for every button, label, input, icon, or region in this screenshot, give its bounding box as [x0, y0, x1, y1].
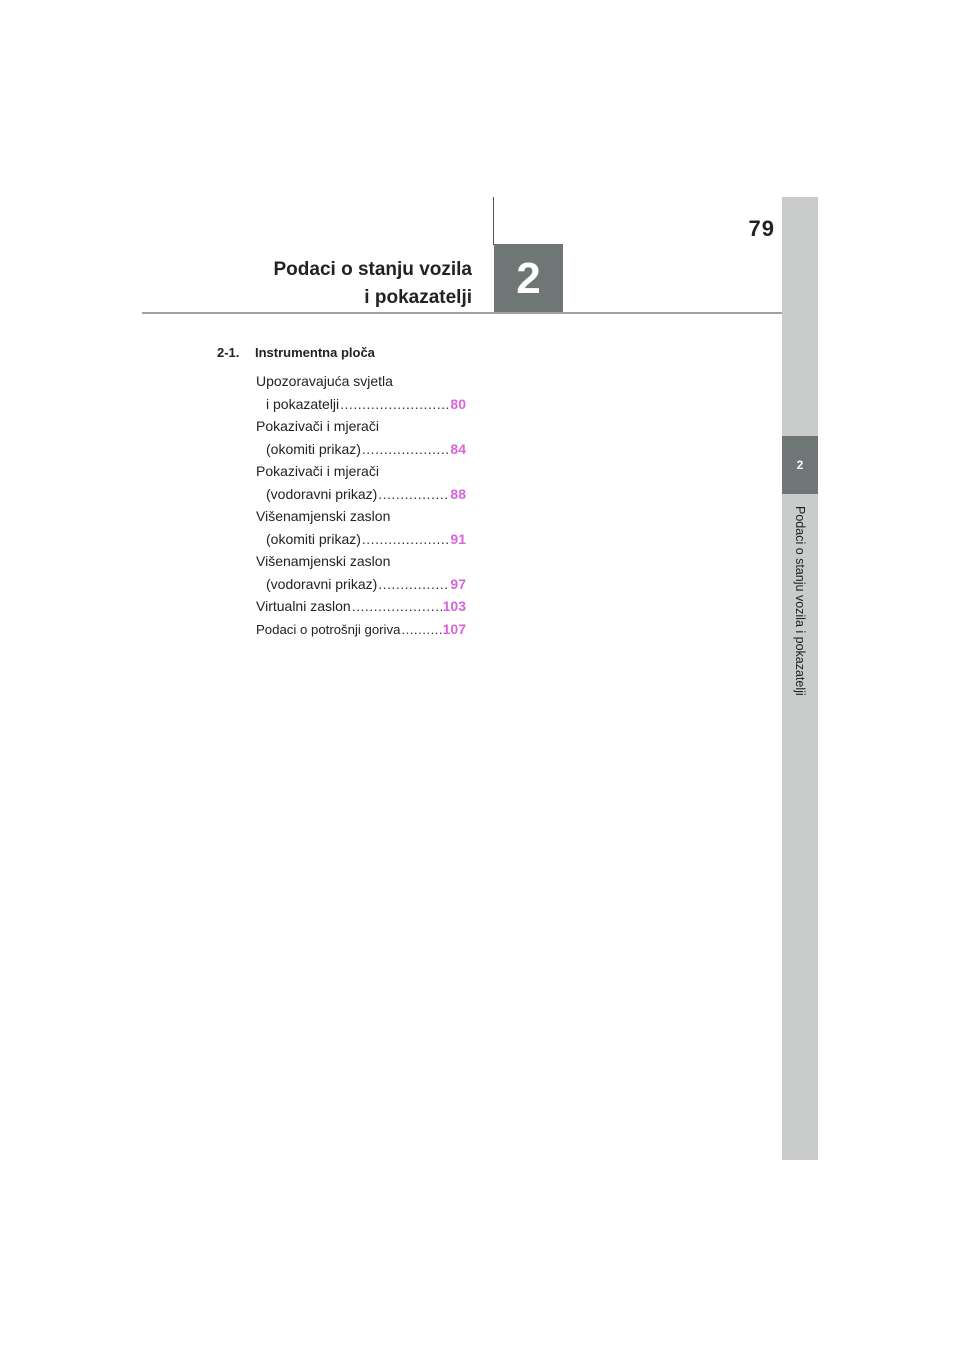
leader-dots [362, 438, 450, 461]
toc-entry[interactable] [256, 415, 466, 460]
toc-entry-title: Pokazivači i mjerači [256, 463, 379, 479]
toc-entry[interactable] [256, 505, 466, 550]
toc-entry[interactable] [256, 460, 466, 505]
leader-dots [378, 573, 449, 596]
toc-entry[interactable] [256, 618, 466, 642]
toc-entry-title: Upozoravajuća svjetla [256, 373, 393, 389]
leader-dots [401, 619, 441, 642]
page-number: 79 [748, 216, 775, 241]
table-of-contents [256, 370, 466, 641]
toc-entry-title: Višenamjenski zaslon [256, 508, 391, 524]
toc-entry-subtitle: (okomiti prikaz) [266, 530, 361, 547]
toc-entry-title: Virtualni zaslon [256, 598, 351, 614]
toc-entry-subtitle: (vodoravni prikaz) [266, 485, 378, 502]
leader-dots [340, 393, 449, 416]
side-tab-label [760, 506, 840, 746]
toc-page-link[interactable]: 84 [450, 440, 466, 457]
toc-entry-subtitle: (okomiti prikaz) [266, 440, 361, 457]
leader-dots [352, 595, 442, 618]
toc-entry[interactable] [256, 550, 466, 595]
side-tab-label-text: Podaci o stanju vozila i pokazatelji [793, 506, 807, 696]
toc-entry-title: Podaci o potrošnji goriva [256, 621, 401, 637]
header-divider-horizontal [142, 312, 782, 314]
section-number: 2-1. [217, 345, 240, 360]
leader-dots [362, 528, 450, 551]
section-heading [217, 345, 375, 360]
toc-entry-title: Višenamjenski zaslon [256, 553, 391, 569]
toc-entry-subtitle: i pokazatelji [266, 395, 340, 412]
toc-entry-subtitle: (vodoravni prikaz) [266, 575, 378, 592]
toc-entry-title: Pokazivači i mjerači [256, 418, 379, 434]
side-tab-number[interactable]: 2 [782, 436, 818, 494]
toc-page-link[interactable]: 80 [450, 395, 466, 412]
section-title: Instrumentna ploča [255, 345, 375, 360]
toc-page-link[interactable]: 103 [442, 598, 466, 614]
leader-dots [378, 483, 449, 506]
chapter-number-box: 2 [494, 244, 563, 313]
toc-entry[interactable] [256, 370, 466, 415]
chapter-title-line1: Podaci o stanju vozila [273, 259, 472, 280]
chapter-title [200, 256, 472, 312]
toc-page-link[interactable]: 107 [442, 620, 466, 637]
toc-page-link[interactable]: 88 [450, 485, 466, 502]
header-divider-vertical [493, 197, 494, 245]
toc-page-link[interactable]: 97 [450, 575, 466, 592]
chapter-title-line2: i pokazatelji [364, 287, 472, 308]
toc-entry[interactable] [256, 595, 466, 618]
toc-page-link[interactable]: 91 [450, 530, 466, 547]
